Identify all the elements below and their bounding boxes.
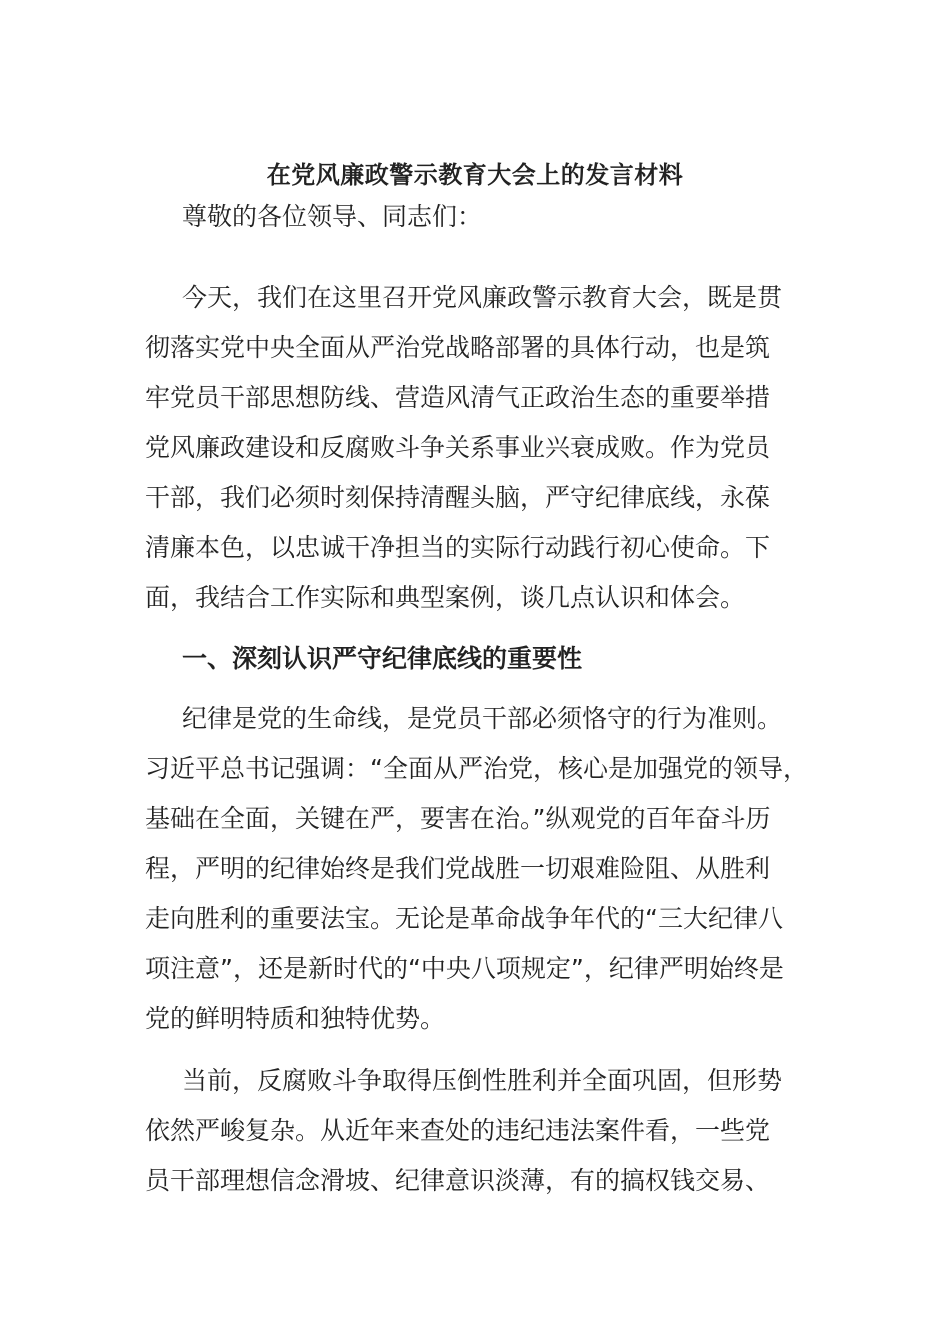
paragraph-line: 当前，反腐败斗争取得压倒性胜利并全面巩固，但形势 bbox=[182, 1066, 783, 1095]
section-heading-1 bbox=[145, 634, 825, 684]
paragraph-line: 纪律是党的生命线，是党员干部必须恪守的行为准则。 bbox=[182, 704, 783, 733]
paragraph-line: 依然严峻复杂。从近年来查处的违纪违法案件看，一些党 bbox=[145, 1116, 771, 1145]
paragraph-line: 项注意”，还是新时代的“中央八项规定”，纪律严明始终是 bbox=[145, 954, 784, 983]
paragraph-line: 走向胜利的重要法宝。无论是革命战争年代的“三大纪律八 bbox=[145, 904, 783, 933]
paragraph-line: 习近平总书记强调：“全面从严治党，核心是加强党的领导， bbox=[145, 754, 808, 783]
paragraph-line: 党风廉政建设和反腐败斗争关系事业兴衰成败。作为党员 bbox=[145, 433, 771, 462]
paragraph-line: 面，我结合工作实际和典型案例，谈几点认识和体会。 bbox=[145, 583, 746, 612]
paragraph-line: 牢党员干部思想防线、营造风清气正政治生态的重要举措 bbox=[145, 383, 771, 412]
paragraph-line: 彻落实党中央全面从严治党战略部署的具体行动，也是筑 bbox=[145, 333, 771, 362]
paragraph-line: 干部，我们必须时刻保持清醒头脑，严守纪律底线，永葆 bbox=[145, 483, 771, 512]
paragraph-line: 程，严明的纪律始终是我们党战胜一切艰难险阻、从胜利 bbox=[145, 854, 771, 883]
paragraph-line: 基础在全面，关键在严，要害在治。”纵观党的百年奋斗历 bbox=[145, 804, 771, 833]
paragraph-1 bbox=[145, 273, 825, 623]
paragraph-line: 今天，我们在这里召开党风廉政警示教育大会，既是贯 bbox=[182, 283, 783, 312]
section-heading-text: 一、深刻认识严守纪律底线的重要性 bbox=[182, 644, 583, 673]
paragraph-line: 党的鲜明特质和独特优势。 bbox=[145, 1004, 446, 1033]
document-title: 在党风廉政警示教育大会上的发言材料 bbox=[266, 161, 684, 189]
paragraph-3 bbox=[145, 1056, 825, 1206]
paragraph-line: 员干部理想信念滑坡、纪律意识淡薄，有的搞权钱交易、 bbox=[145, 1166, 771, 1195]
paragraph-line: 清廉本色，以忠诚干净担当的实际行动践行初心使命。下 bbox=[145, 533, 771, 562]
paragraph-2 bbox=[145, 694, 825, 1044]
greeting bbox=[145, 192, 825, 242]
greeting-line: 尊敬的各位领导、同志们： bbox=[182, 202, 483, 231]
